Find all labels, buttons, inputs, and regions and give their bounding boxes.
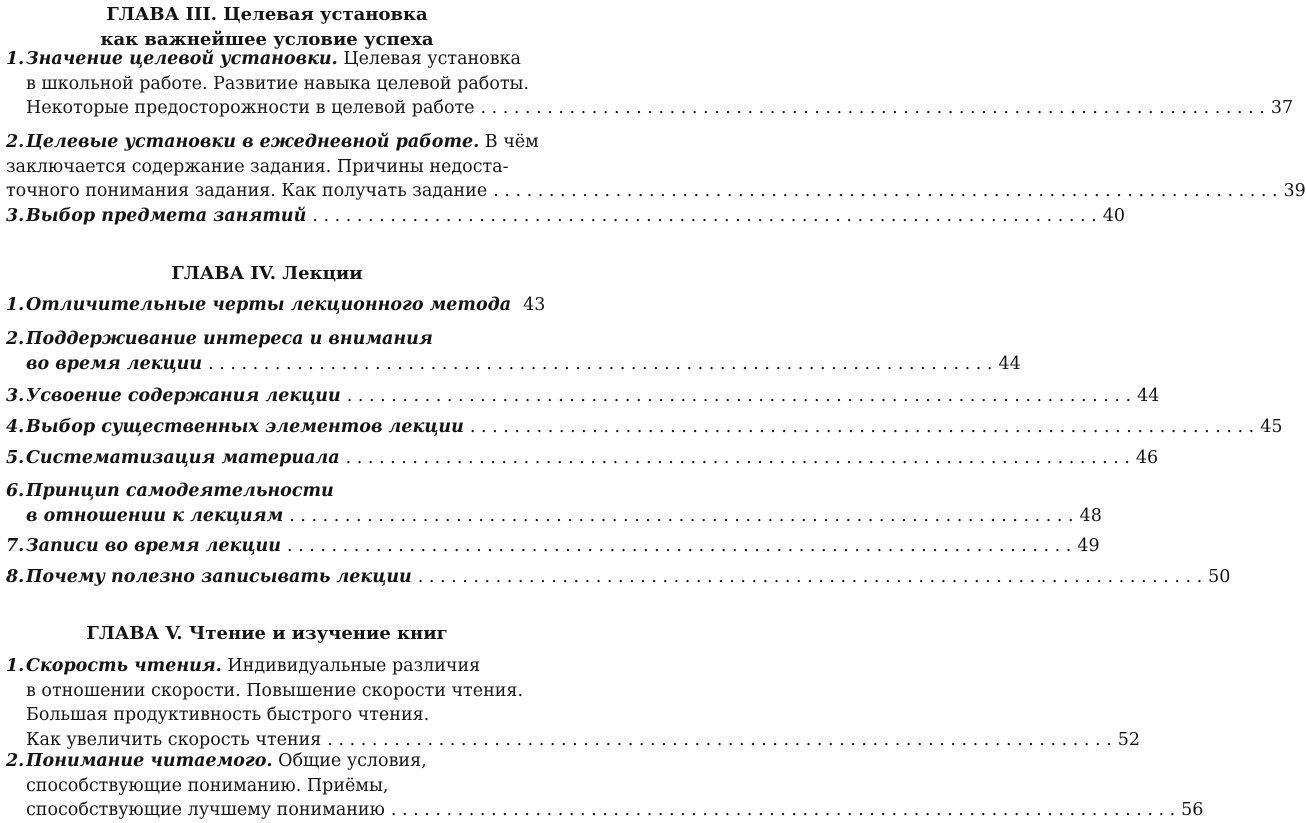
page-number: 52	[1117, 729, 1140, 750]
page-number: 49	[1077, 536, 1100, 556]
dot-leader	[287, 534, 1071, 559]
dot-leader	[289, 504, 1073, 529]
page-number: 45	[1260, 417, 1283, 437]
entry-title: Усвоение содержания лекции	[26, 386, 341, 406]
page-number: 48	[1079, 505, 1102, 526]
page-number: 37	[1270, 98, 1294, 118]
entry-number: 3.	[6, 386, 25, 406]
dot-leader	[208, 352, 992, 377]
page-number: 50	[1208, 567, 1231, 587]
entry-title: Скорость чтения.	[26, 656, 222, 676]
entry-title: Поддерживание интереса и внимания	[26, 329, 433, 349]
page-number: 56	[1181, 800, 1204, 820]
dot-leader	[347, 384, 1131, 409]
page-number: 44	[1137, 386, 1160, 406]
toc-entry[interactable]	[6, 415, 1283, 440]
dot-leader	[312, 204, 1096, 229]
chapter-heading: ГЛАВА III. Целевая установка как важнейшее условие успеха	[100, 4, 434, 50]
entry-number: 2.	[6, 751, 25, 771]
entry-description: Некоторые предосторожности в целевой работе	[26, 98, 475, 118]
entry-number: 7.	[6, 536, 25, 556]
entry-title: Целевые установки в ежедневной работе.	[26, 132, 480, 152]
toc-entry[interactable]	[6, 327, 1021, 376]
entry-title: Принцип самодеятельности	[26, 481, 334, 501]
entry-title: Почему полезно записывать лекции	[26, 567, 412, 587]
page-number: 43	[523, 295, 546, 315]
entry-title: Значение целевой установки.	[26, 49, 338, 69]
toc-entry[interactable]	[6, 479, 1102, 528]
entry-number: 2.	[6, 329, 25, 349]
entry-title: Выбор предмета занятий	[26, 206, 307, 226]
toc-entry[interactable]	[6, 130, 1306, 204]
dot-leader	[481, 96, 1265, 121]
entry-description: способствующие лучшему пониманию	[26, 800, 385, 820]
entry-number: 1.	[6, 656, 25, 676]
entry-number: 4.	[6, 417, 25, 437]
chapter-heading: ГЛАВА V. Чтение и изучение книг	[86, 623, 448, 644]
entry-number: 1.	[6, 49, 25, 69]
entry-title: в отношении к лекциям	[26, 505, 284, 526]
entry-description: Общие условия,	[278, 751, 427, 771]
entry-description: Индивидуальные различия	[227, 656, 481, 676]
entry-title: Отличительные черты лекционного метода	[26, 295, 512, 315]
dot-leader	[391, 798, 1175, 823]
entry-description: точного понимания задания. Как получать задание	[6, 181, 488, 201]
dot-leader	[418, 565, 1202, 590]
toc-entry[interactable]	[6, 293, 546, 318]
page-number: 46	[1135, 448, 1159, 468]
dot-leader	[346, 446, 1130, 471]
toc-entry[interactable]	[6, 565, 1231, 590]
toc-entry[interactable]	[6, 654, 1140, 752]
entry-description: заключается содержание задания. Причины недоста-	[6, 156, 509, 177]
toc-entry[interactable]	[6, 534, 1100, 559]
entry-number: 1.	[6, 295, 25, 315]
page-number: 40	[1102, 206, 1126, 226]
dot-leader	[470, 415, 1254, 440]
entry-number: 2.	[6, 132, 25, 152]
entry-title: Выбор существенных элементов лекции	[26, 417, 464, 437]
toc-entry[interactable]	[6, 446, 1159, 471]
toc-entry[interactable]	[6, 47, 1294, 121]
entry-title: Понимание читаемого.	[26, 751, 273, 771]
dot-leader	[493, 179, 1277, 204]
chapter-heading: ГЛАВА IV. Лекции	[171, 263, 363, 284]
entry-title: Записи во время лекции	[26, 536, 281, 556]
entry-number: 5.	[6, 448, 25, 468]
page-number: 39	[1283, 181, 1306, 201]
entry-description: в школьной работе. Развитие навыка целевой работы.	[26, 73, 530, 94]
toc-entry[interactable]	[6, 384, 1160, 409]
entry-number: 3.	[6, 206, 25, 226]
entry-number: 6.	[6, 481, 25, 501]
entry-description: способствующие пониманию. Приёмы,	[26, 775, 389, 796]
toc-entry[interactable]	[6, 749, 1204, 823]
entry-description: В чём	[484, 132, 539, 152]
entry-title: во время лекции	[26, 353, 203, 374]
entry-number: 8.	[6, 567, 25, 587]
entry-description: Большая продуктивность быстрого чтения.	[26, 705, 430, 725]
entry-description: в отношении скорости. Повышение скорости чтения.	[26, 680, 524, 701]
entry-description: Целевая установка	[343, 49, 521, 69]
entry-description: Как увеличить скорость чтения	[26, 729, 322, 750]
toc-entry[interactable]	[6, 204, 1126, 229]
page-number: 44	[998, 353, 1021, 374]
entry-title: Систематизация материала	[26, 448, 340, 468]
